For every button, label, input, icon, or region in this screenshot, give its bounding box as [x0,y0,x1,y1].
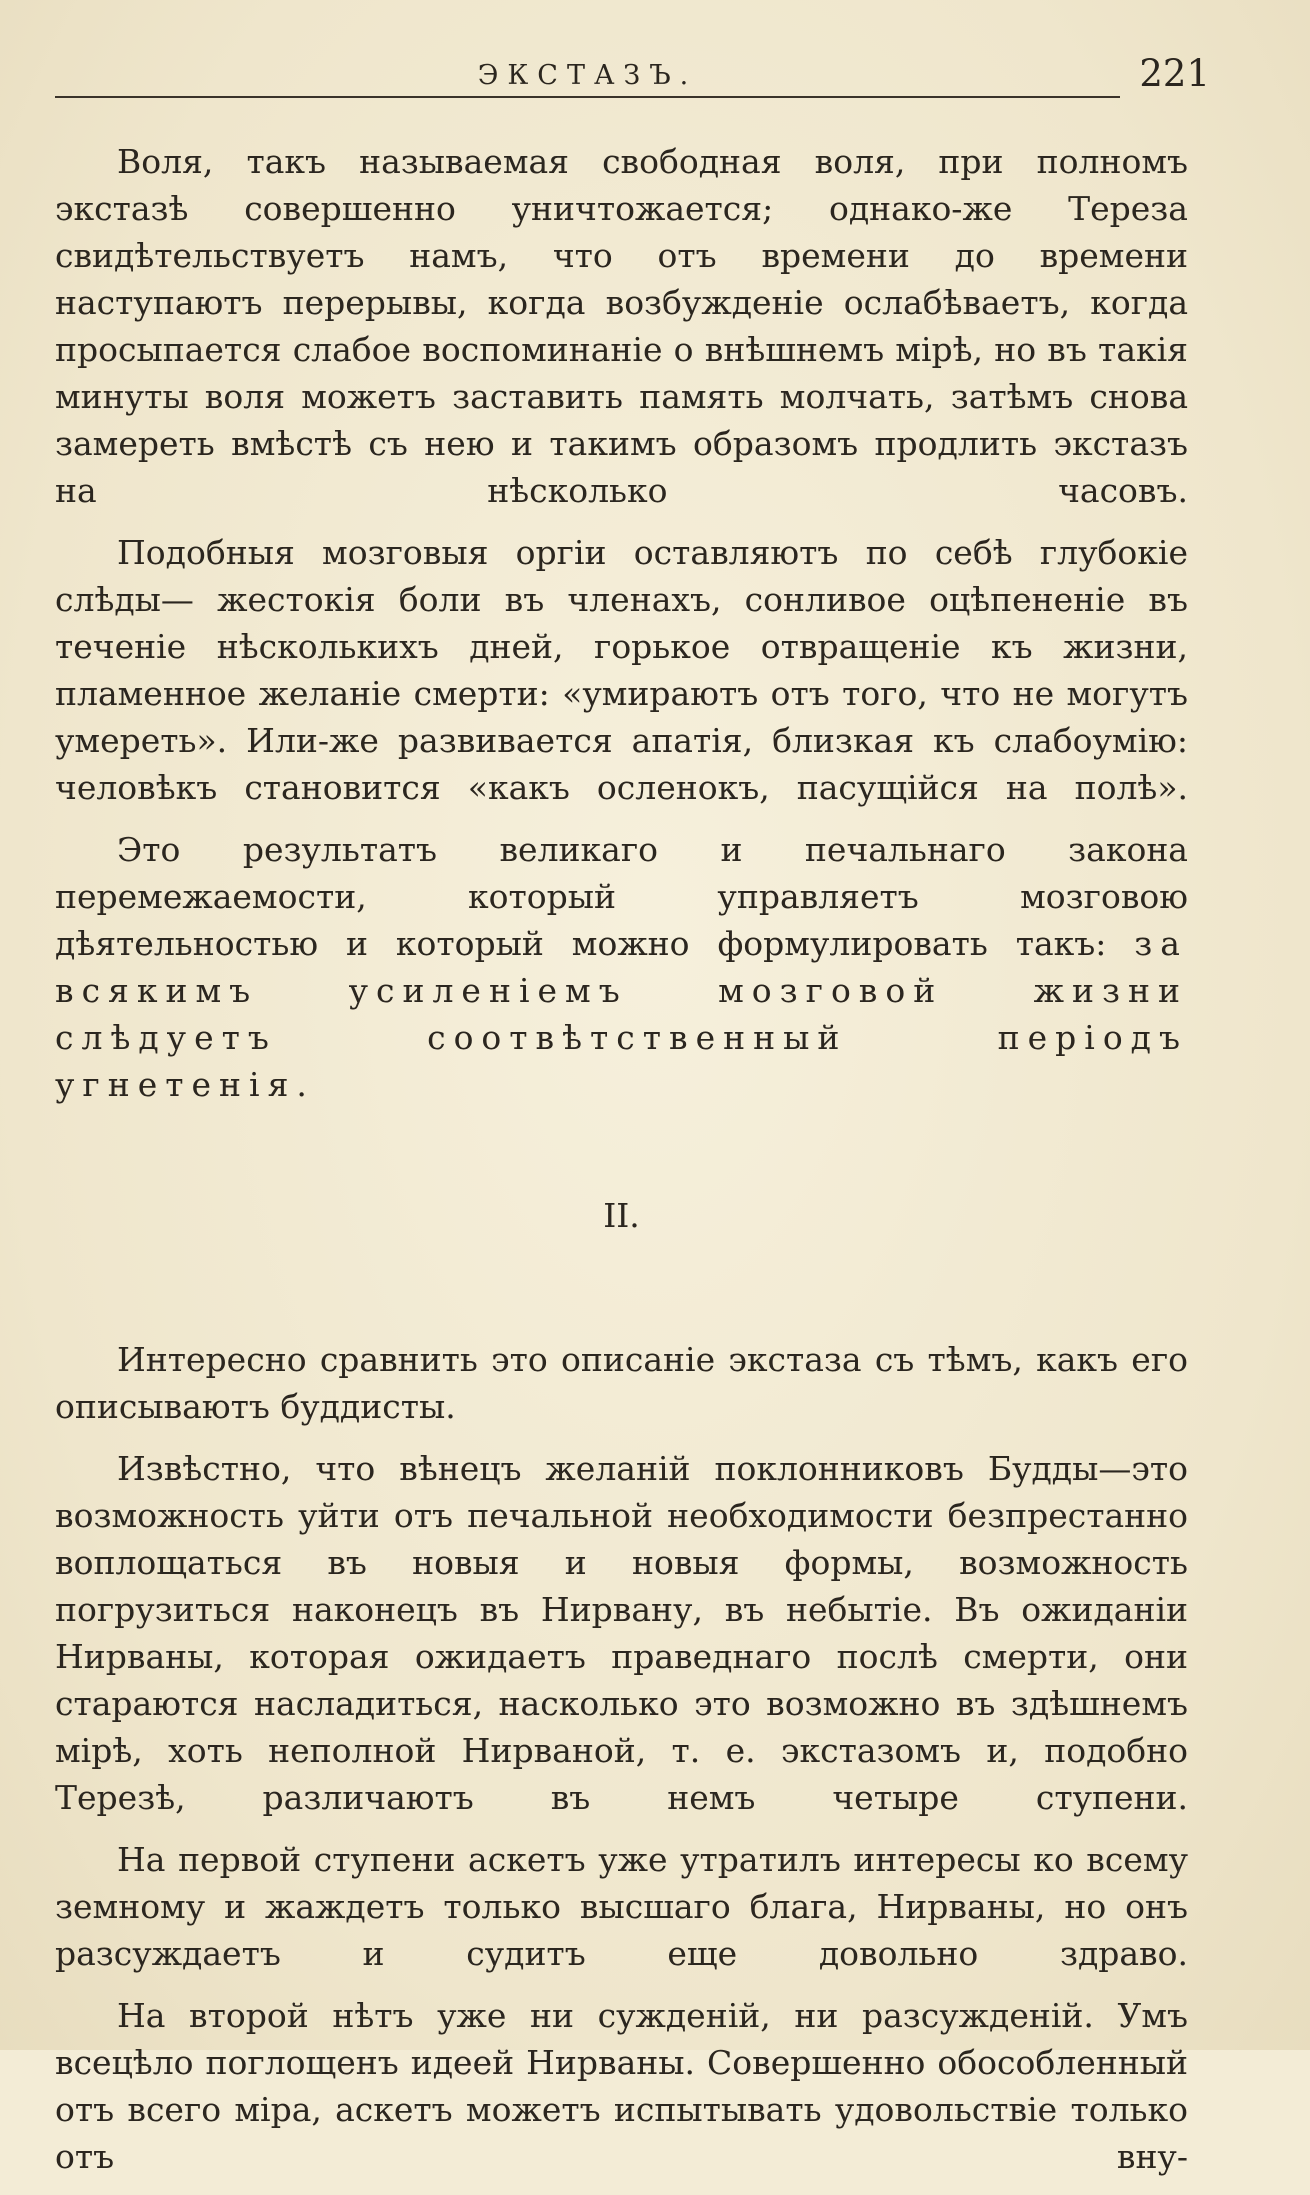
paragraph: Интересно сравнить это описаніе экстаза съ тѣмъ, какъ его описываютъ буддисты. [55,1340,1188,1426]
paragraph: Подобныя мозговыя оргіи оставляютъ по себѣ глубокіе слѣды— жестокія боли въ членахъ, сонливое оцѣпененіе въ теченіе нѣсколькихъ дней, горькое отвращеніе къ жизни, пламенное желаніе смерти: «умираютъ отъ того, что не могутъ умереть». Или-же развивается апатія, близкая къ слабоумію: человѣкъ становится «какъ осленокъ, пасущійся на полѣ». [55,533,1188,807]
paragraph: Воля, такъ называемая свободная воля, при полномъ экстазѣ совершенно уничтожается; однако-же Тереза свидѣтельствуетъ намъ, что отъ времени до времени наступаютъ перерывы, когда возбужденіе ослабѣваетъ, когда просыпается слабое воспоминаніе о внѣшнемъ мірѣ, но въ такія минуты воля можетъ заставить память молчать, затѣмъ снова замереть вмѣстѣ съ нею и такимъ образомъ продлить экстазъ на нѣсколько часовъ. [55,142,1188,510]
header-rule [55,96,1120,98]
paragraph: Извѣстно, что вѣнецъ желаній поклонниковъ Будды—это возможность уйти отъ печальной необходимости безпрестанно воплощаться въ новыя и новыя формы, возможность погрузиться наконецъ въ Нирвану, въ небытіе. Въ ожиданіи Нирваны, которая ожидаетъ праведнаго послѣ смерти, они стараются насладиться, насколько это возможно въ здѣшнемъ мірѣ, хоть неполной Нирваной, т. е. экстазомъ и, подобно Терезѣ, различаютъ въ немъ четыре ступени. [55,1449,1188,1817]
page-number: 221 [1139,52,1210,95]
running-title: ЭКСТАЗЪ. [477,60,698,91]
law-lead-text: Это результатъ великаго и печальнаго закона перемежаемости, который управляетъ мозговою дѣятельностью и который можно формулировать такъ: [55,830,1188,963]
section-heading: II. [603,1196,640,1235]
paragraph: На первой ступени аскетъ уже утратилъ интересы ко всему земному и жаждетъ только высшаго блага, Нирваны, но онъ разсуждаетъ и судитъ еще довольно здраво. [55,1840,1188,1973]
paragraph-law [55,826,1188,1108]
paragraph: На второй нѣтъ уже ни сужденій, ни разсужденій. Умъ всецѣло поглощенъ идеей Нирваны. Совершенно обособленный отъ всего міра, аскетъ можетъ испытывать удовольствіе только отъ вну- [55,1996,1188,2176]
body-text [55,138,1188,2195]
page-header [55,52,1210,102]
law-spaced-text: за всякимъ усиленіемъ мозговой жизни слѣдуетъ соотвѣтственный періодъ угнетенія. [55,924,1188,1104]
